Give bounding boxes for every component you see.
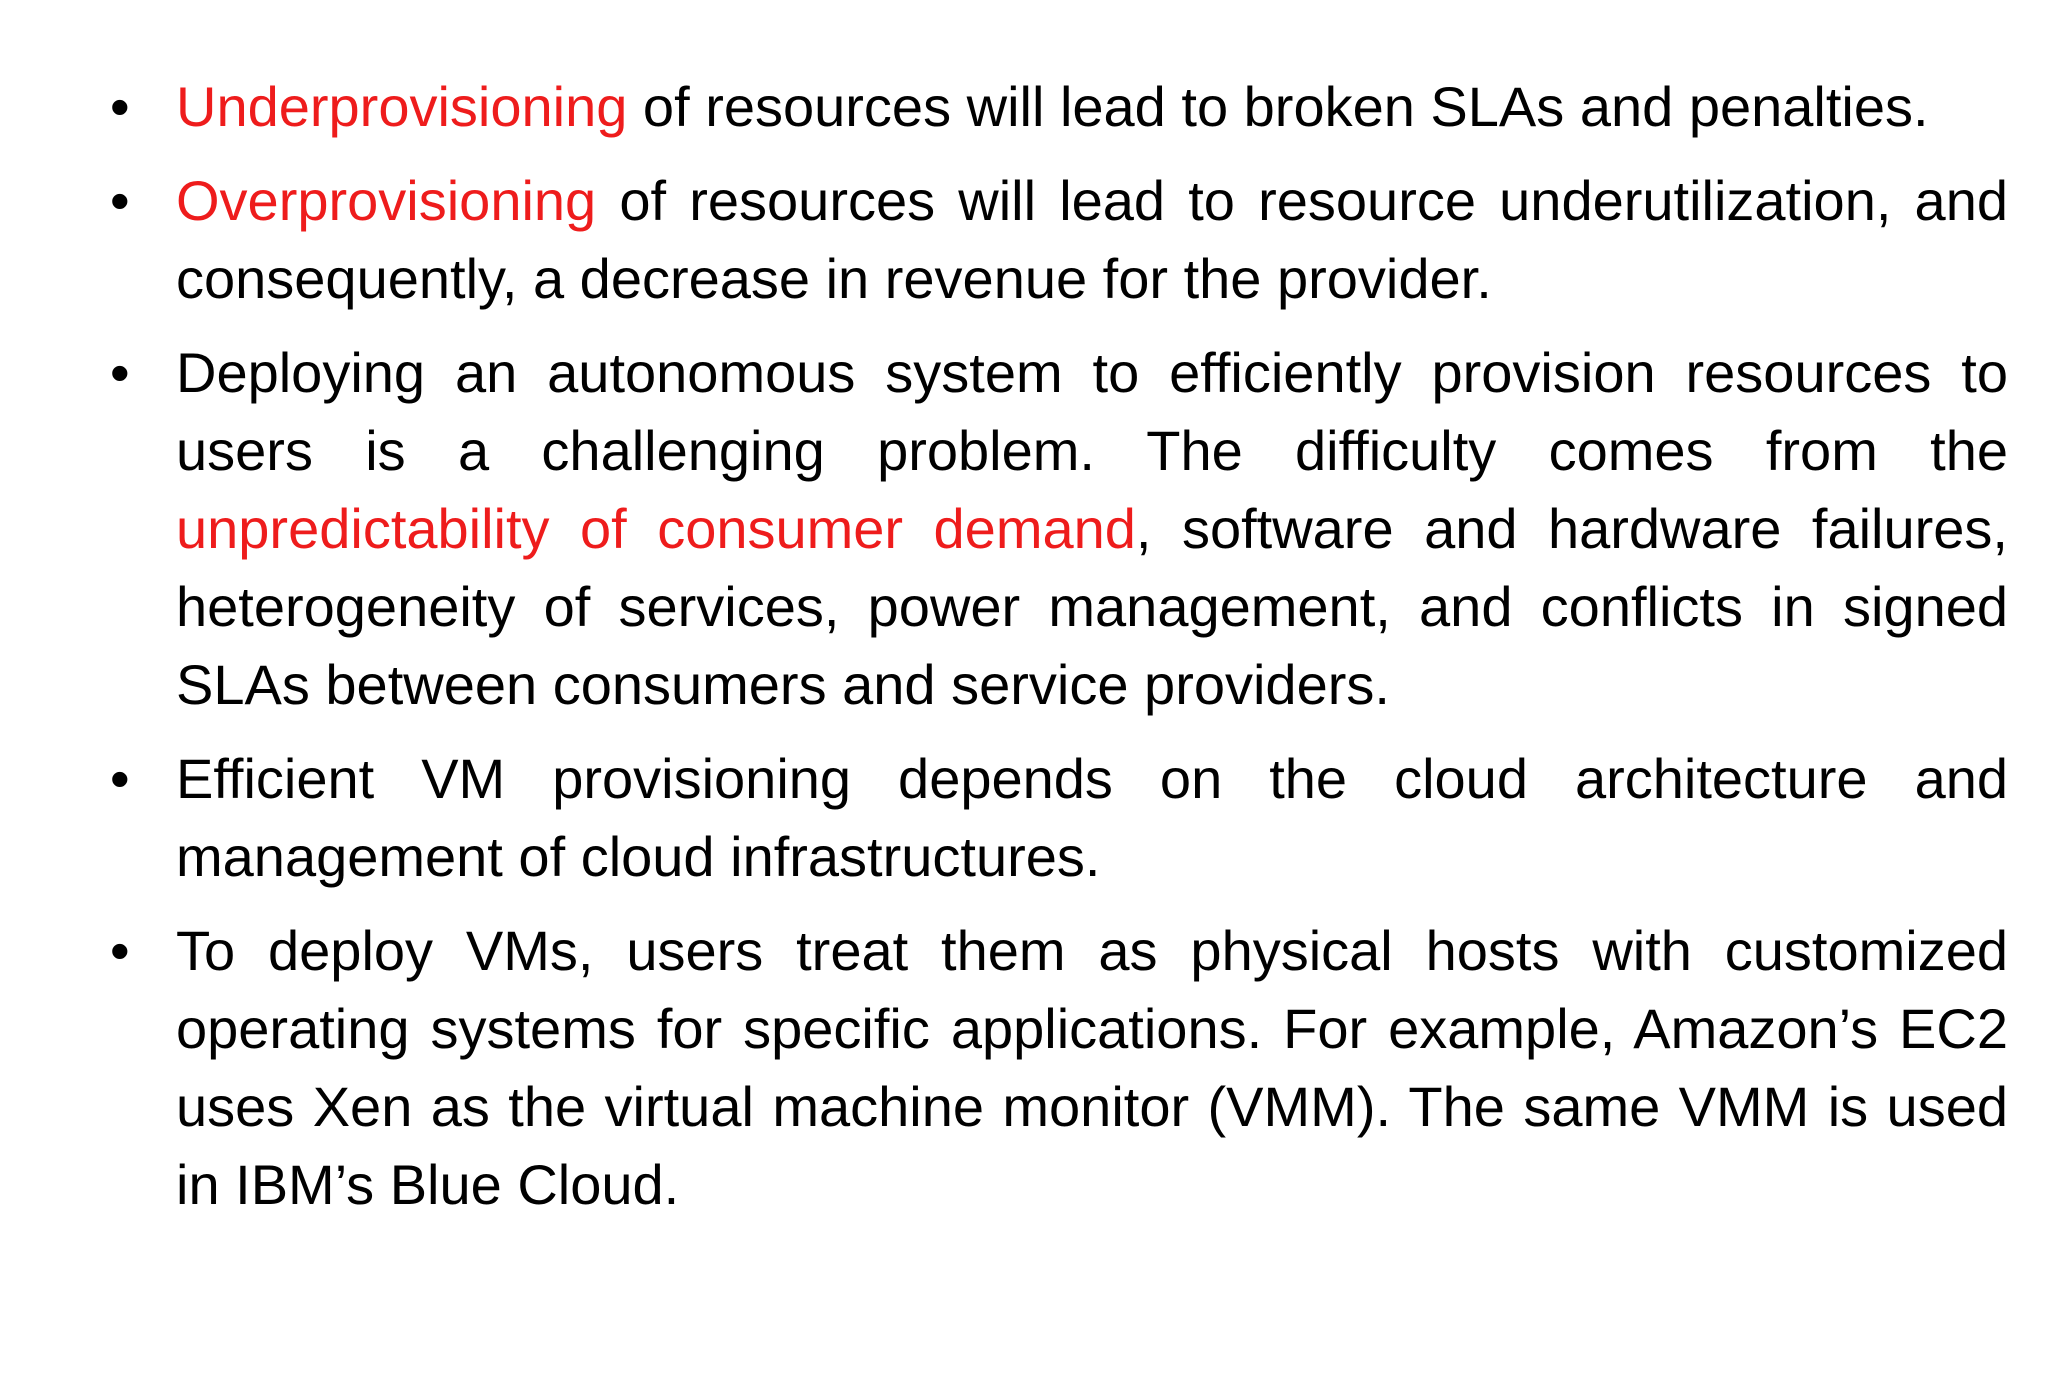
bullet-text: of resources will lead to resource underutilization, and consequently, a decrease in revenue for the provider. xyxy=(176,169,2008,310)
bullet-item-autonomous-system xyxy=(110,334,2008,724)
bullet-text: Efficient VM provisioning depends on the cloud architecture and management of cloud infrastructures. xyxy=(176,747,2008,888)
bullet-text: , software and hardware failures, heterogeneity of services, power management, and conflicts in signed SLAs between consumers and service providers. xyxy=(176,497,2008,716)
highlighted-term: Underprovisioning xyxy=(176,75,628,138)
bullet-dot-icon: • xyxy=(110,75,130,138)
bullet-dot-icon: • xyxy=(110,919,130,982)
bullet-item-deploy-vms xyxy=(110,912,2008,1224)
bullet-item-underprovisioning xyxy=(110,68,2008,146)
highlighted-term: unpredictability of consumer demand xyxy=(176,497,1136,560)
bullet-item-overprovisioning xyxy=(110,162,2008,318)
bullet-item-efficient-vm xyxy=(110,740,2008,896)
bullet-text: Deploying an autonomous system to efficiently provision resources to users is a challenging problem. The difficulty comes from the xyxy=(176,341,2008,482)
bullet-dot-icon: • xyxy=(110,169,130,232)
bullet-text: To deploy VMs, users treat them as physical hosts with customized operating systems for specific applications. For example, Amazon’s EC2 uses Xen as the virtual machine monitor (VMM). The same VMM is used in IBM’s Blue Cloud. xyxy=(176,919,2008,1216)
bullet-text: of resources will lead to broken SLAs and penalties. xyxy=(627,75,1929,138)
bullet-dot-icon: • xyxy=(110,341,130,404)
highlighted-term: Overprovisioning xyxy=(176,169,597,232)
bullet-dot-icon: • xyxy=(110,747,130,810)
bullet-list xyxy=(110,68,2008,1240)
